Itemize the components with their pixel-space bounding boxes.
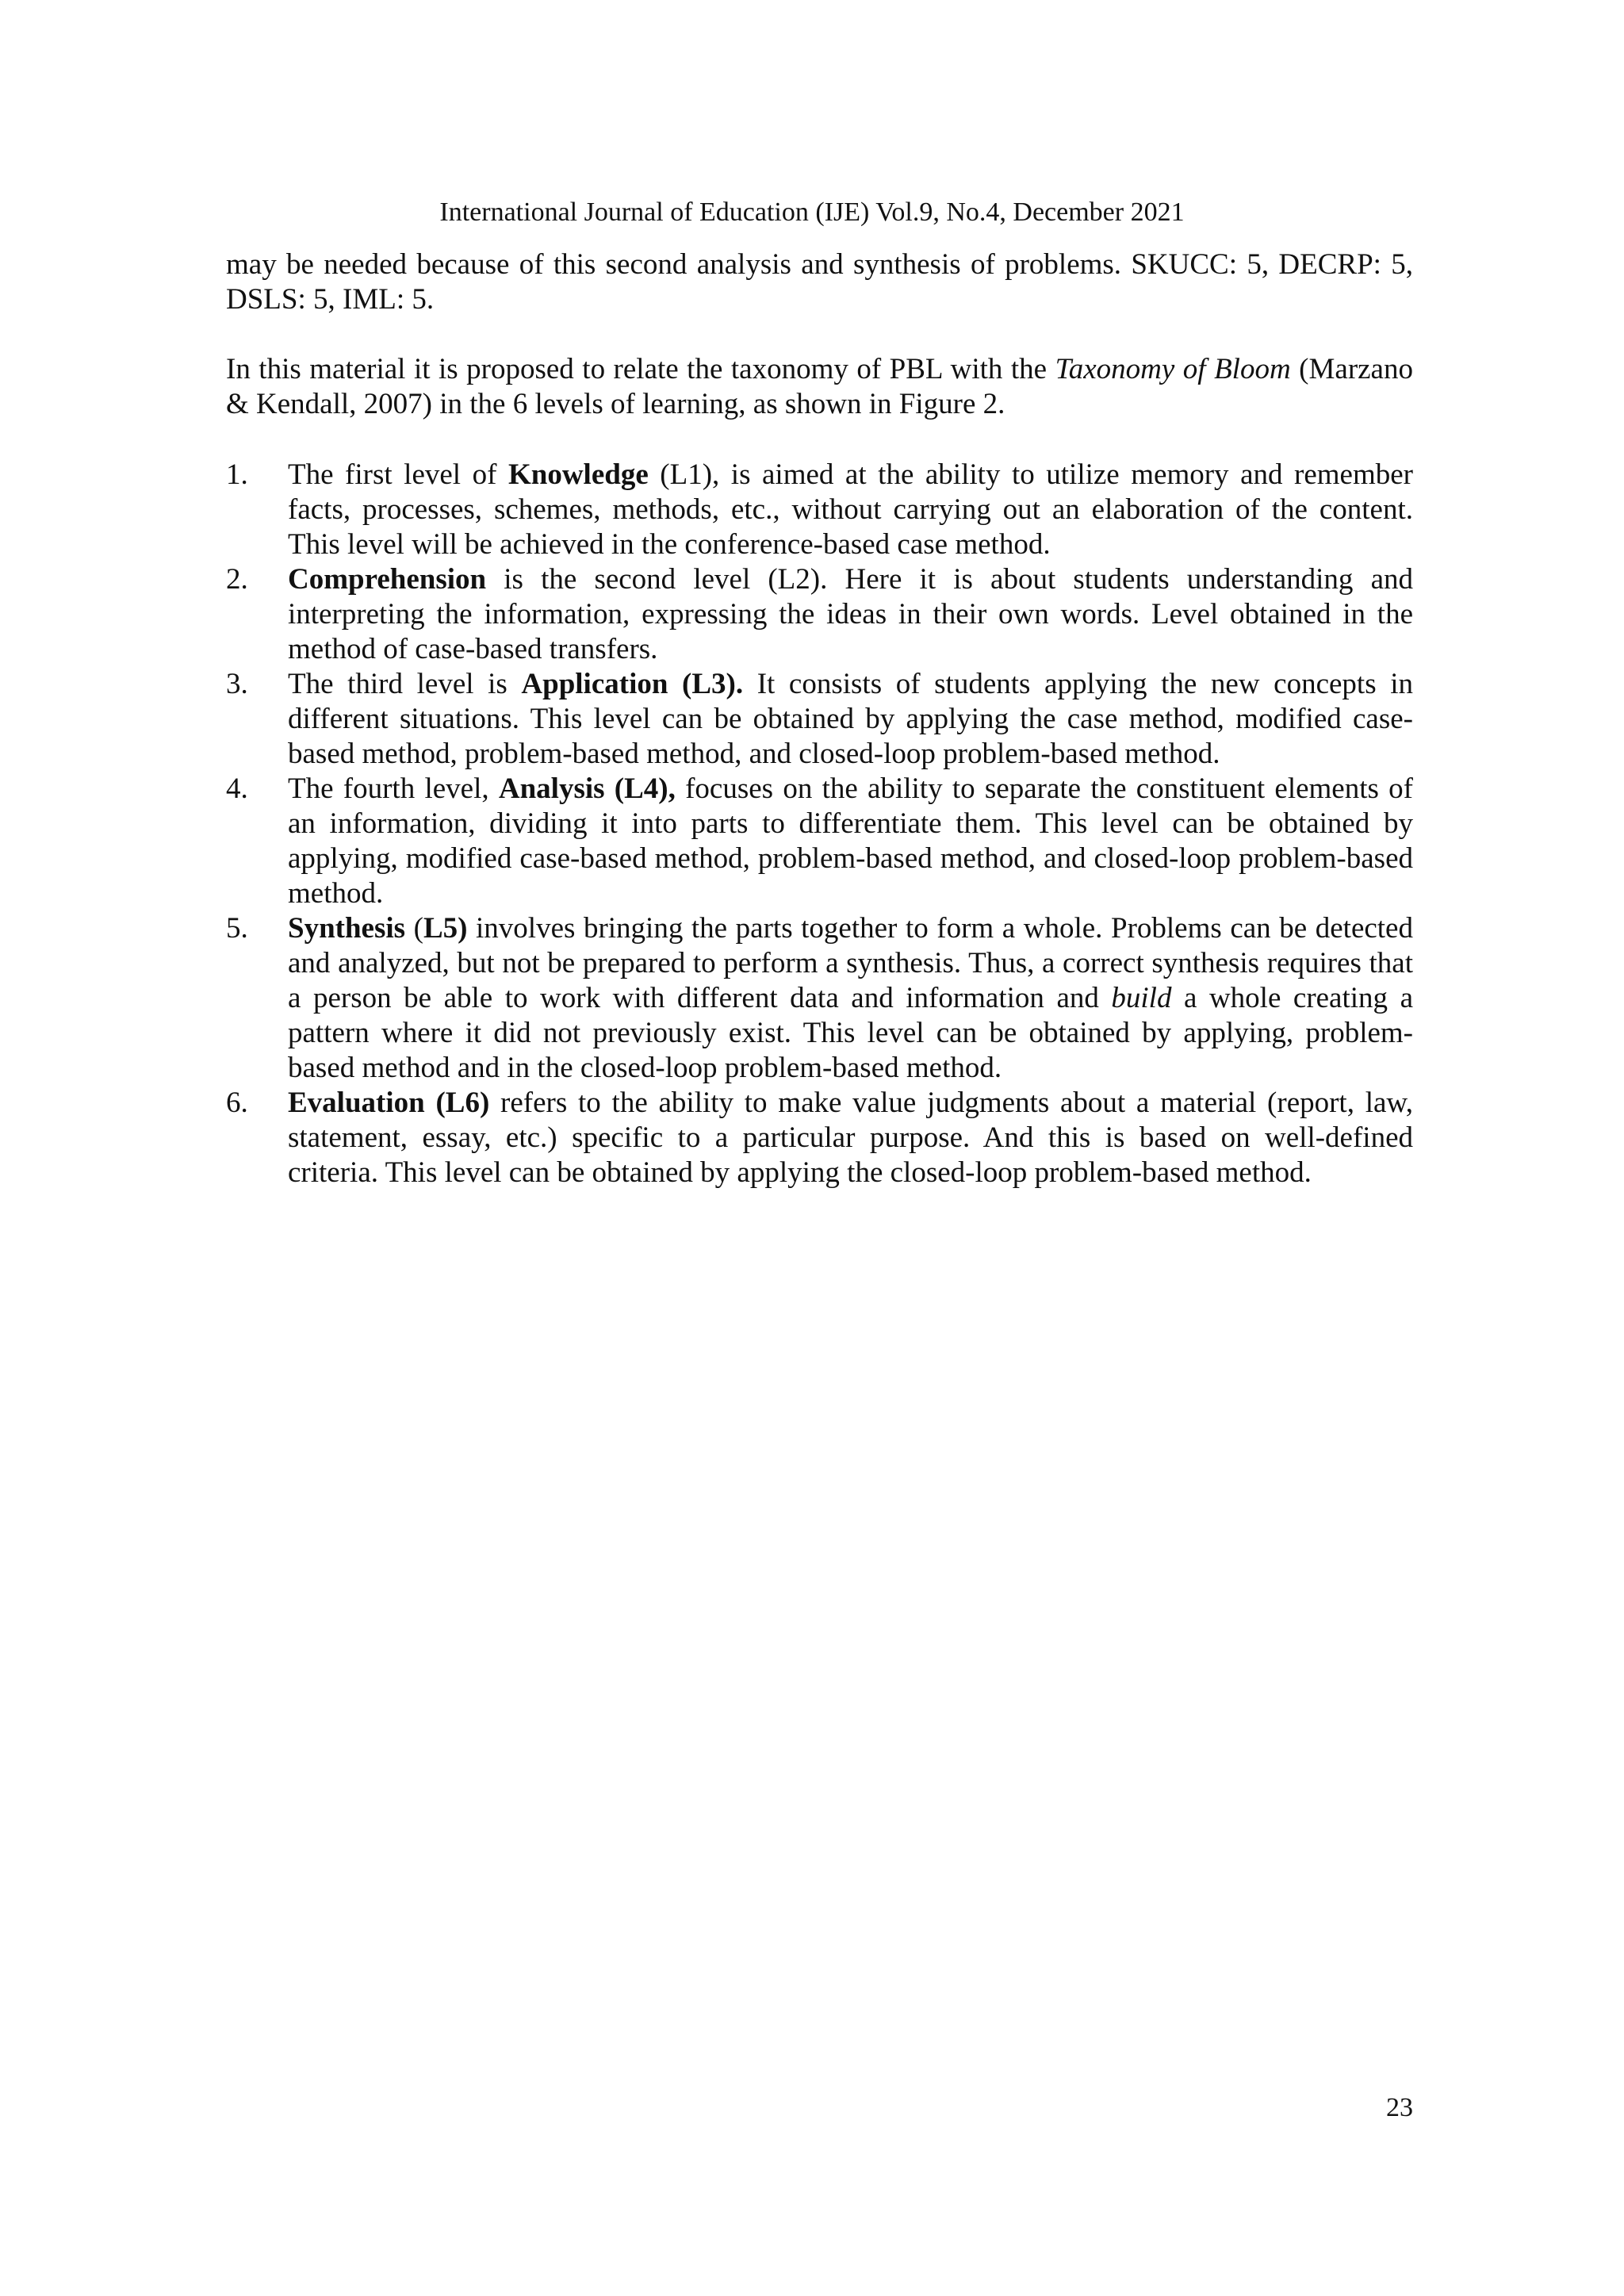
text-run: a whole creating a pattern where it did not previously exist. This level can be obtained by applying, problem-based method and in the closed-loop problem-based method. (288, 982, 1413, 1084)
list-item-text (288, 1086, 1413, 1190)
running-header: International Journal of Education (IJE) Vol.9, No.4, December 2021 (439, 197, 1185, 227)
list-number: 6. (226, 1087, 248, 1119)
text-run: The first level of (288, 458, 508, 491)
bold-term: Synthesis (288, 912, 406, 945)
list-item-text (288, 772, 1413, 911)
text-run: focuses on the ability to separate the constituent elements of an information, dividing it into parts to differentiate them. This level can be obtained by applying, modified case-based method, problem-based method, and closed-loop problem-based method. (288, 772, 1413, 910)
bold-term: Evaluation (L6) (288, 1087, 490, 1119)
paragraph-text: (Marzano & Kendall, 2007) in the 6 levels of learning, as shown in Figure 2. (226, 353, 1413, 420)
bold-term: Knowledge (508, 458, 649, 491)
text-run: involves bringing the parts together to form a whole. Problems can be detected and analyzed, but not be prepared to perform a synthesis. Thus, a correct synthesis requires that a person be able to work with different data and information and (288, 912, 1413, 1014)
text-run: ( (405, 912, 423, 945)
paragraph-continuation (226, 247, 1413, 317)
list-number: 2. (226, 563, 248, 596)
list-item-text (288, 562, 1413, 667)
list-item-text (288, 667, 1413, 772)
page-number: 23 (1386, 2093, 1413, 2122)
level-item-application (226, 667, 1413, 772)
bold-term: Analysis (L4), (498, 772, 676, 805)
level-item-synthesis (226, 911, 1413, 1086)
bold-term: Comprehension (288, 563, 487, 596)
text-run: The fourth level, (288, 772, 499, 805)
list-number: 5. (226, 912, 248, 945)
paragraph-text: may be needed because of this second analysis and synthesis of problems. SKUCC: 5, DECRP: 5, DSLS: 5, IML: 5. (226, 248, 1413, 316)
learning-levels-list (226, 458, 1413, 1190)
level-item-evaluation (226, 1086, 1413, 1190)
paragraph-taxonomy-intro (226, 352, 1413, 422)
text-run: The third level is (288, 668, 522, 700)
level-item-knowledge (226, 458, 1413, 562)
text-run: refers to the ability to make value judgments about a material (report, law, statement, essay, etc.) specific to a particular purpose. And this is based on well-defined criteria. This level can be obtained by applying the closed-loop problem-based method. (288, 1087, 1413, 1189)
list-item-text (288, 911, 1413, 1086)
list-item-text (288, 458, 1413, 562)
italic-term: build (1111, 982, 1172, 1014)
paragraph-text: In this material it is proposed to relate the taxonomy of PBL with the (226, 353, 1055, 385)
list-number: 4. (226, 772, 248, 805)
text-run: is the second level (L2). Here it is about students understanding and interpreting the information, expressing the ideas in their own words. Level obtained in the method of case-based transfers. (288, 563, 1413, 665)
list-number: 3. (226, 668, 248, 700)
level-item-comprehension (226, 562, 1413, 667)
bold-term: L5) (423, 912, 468, 945)
list-number: 1. (226, 458, 248, 491)
text-run: (L1), is aimed at the ability to utilize memory and remember facts, processes, schemes, methods, etc., without carrying out an elaboration of the content. This level will be achieved in the conference-based case method. (288, 458, 1413, 561)
italic-term: Taxonomy of Bloom (1055, 353, 1291, 385)
bold-term: Application (L3). (521, 668, 744, 700)
text-run: It consists of students applying the new concepts in different situations. This level can be obtained by applying the case method, modified case-based method, problem-based method, and closed-loop problem-based method. (288, 668, 1413, 770)
level-item-analysis (226, 772, 1413, 911)
